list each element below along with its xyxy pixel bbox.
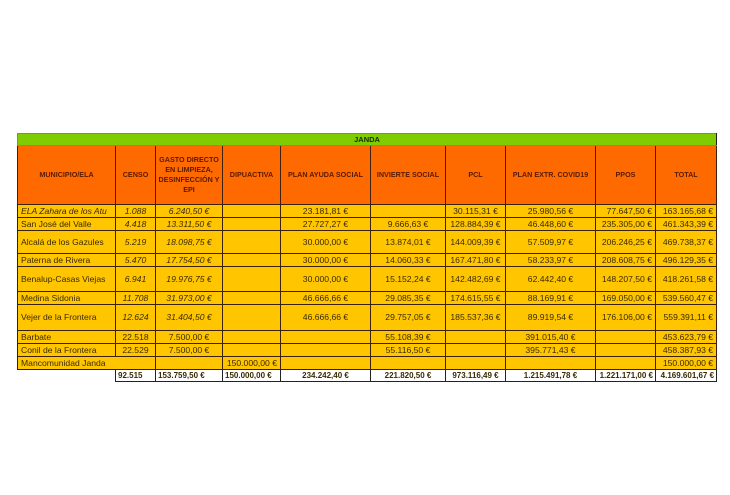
cell-pcl: [446, 331, 506, 344]
table-row: [18, 292, 717, 305]
cell-ppos: 148.207,50 €: [596, 267, 656, 292]
cell-ppos: 77.647,50 €: [596, 205, 656, 218]
cell-invierte: 14.060,33 €: [371, 254, 446, 267]
cell-dipuactiva: [223, 218, 281, 231]
cell-total: 163.165,68 €: [656, 205, 717, 218]
cell-total: 150.000,00 €: [656, 357, 717, 370]
cell-total: 453.623,79 €: [656, 331, 717, 344]
cell-invierte: [371, 205, 446, 218]
cell-plan-ayuda: 46.666,66 €: [281, 305, 371, 331]
cell-municipio: Mancomunidad Janda: [18, 357, 156, 370]
col-header-covid: PLAN EXTR. COVID19: [506, 146, 596, 205]
cell-covid: 46.448,60 €: [506, 218, 596, 231]
cell-covid: 25.980,56 €: [506, 205, 596, 218]
cell-plan-ayuda: 23.181,81 €: [281, 205, 371, 218]
total-dipuactiva: 150.000,00 €: [223, 370, 281, 382]
cell-ppos: [596, 331, 656, 344]
col-header-total: TOTAL: [656, 146, 717, 205]
cell-municipio: Conil de la Frontera: [18, 344, 116, 357]
cell-municipio: Vejer de la Frontera: [18, 305, 116, 331]
cell-dipuactiva: [223, 331, 281, 344]
cell-covid: 57.509,97 €: [506, 231, 596, 254]
col-header-ppos: PPOS: [596, 146, 656, 205]
col-header-censo: CENSO: [116, 146, 156, 205]
cell-total: 469.738,37 €: [656, 231, 717, 254]
cell-pcl: 144.009,39 €: [446, 231, 506, 254]
cell-plan-ayuda: 30.000,00 €: [281, 231, 371, 254]
cell-covid: 58.233,97 €: [506, 254, 596, 267]
col-header-gasto: GASTO DIRECTO EN LIMPIEZA, DESINFECCIÓN Y EPI: [156, 146, 223, 205]
cell-gasto: 19.976,75 €: [156, 267, 223, 292]
cell-plan-ayuda: 27.727,27 €: [281, 218, 371, 231]
table-row: [18, 205, 717, 218]
total-total: 4.169.601,67 €: [656, 370, 717, 382]
total-pcl: 973.116,49 €: [446, 370, 506, 382]
cell-censo: 22.529: [116, 344, 156, 357]
table-row: [18, 344, 717, 357]
total-censo: 92.515: [116, 370, 156, 382]
cell-invierte: 9.666,63 €: [371, 218, 446, 231]
cell-municipio: San José del Valle: [18, 218, 116, 231]
cell-gasto: 13.311,50 €: [156, 218, 223, 231]
cell-invierte: 29.757,05 €: [371, 305, 446, 331]
cell-censo: 12.624: [116, 305, 156, 331]
total-gasto: 153.759,50 €: [156, 370, 223, 382]
table-row: [18, 267, 717, 292]
cell-gasto: 31.973,00 €: [156, 292, 223, 305]
col-header-plan-ayuda: PLAN AYUDA SOCIAL: [281, 146, 371, 205]
table-title-row: [18, 134, 717, 146]
cell-censo: 4.418: [116, 218, 156, 231]
cell-plan-ayuda: 30.000,00 €: [281, 267, 371, 292]
cell-gasto: 7.500,00 €: [156, 344, 223, 357]
cell-dipuactiva: [223, 344, 281, 357]
cell-invierte: 29.085,35 €: [371, 292, 446, 305]
cell-municipio: Alcalá de los Gazules: [18, 231, 116, 254]
cell-plan-ayuda: [281, 331, 371, 344]
cell-censo: 6.941: [116, 267, 156, 292]
cell-dipuactiva: [223, 292, 281, 305]
cell-invierte: 13.874,01 €: [371, 231, 446, 254]
cell-dipuactiva: [223, 254, 281, 267]
cell-pcl: 174.615,55 €: [446, 292, 506, 305]
cell-invierte: 15.152,24 €: [371, 267, 446, 292]
table-row: [18, 218, 717, 231]
cell-pcl: [446, 357, 506, 370]
cell-gasto: 6.240,50 €: [156, 205, 223, 218]
cell-gasto: 7.500,00 €: [156, 331, 223, 344]
cell-covid: 62.442,40 €: [506, 267, 596, 292]
cell-gasto: 31.404,50 €: [156, 305, 223, 331]
cell-covid: 391.015,40 €: [506, 331, 596, 344]
janda-funding-table: [17, 133, 717, 382]
total-plan-ayuda: 234.242,40 €: [281, 370, 371, 382]
cell-invierte: 55.108,39 €: [371, 331, 446, 344]
cell-municipio: Medina Sidonia: [18, 292, 116, 305]
cell-plan-ayuda: [281, 344, 371, 357]
cell-municipio: Barbate: [18, 331, 116, 344]
cell-municipio: ELA Zahara de los Atu: [18, 205, 116, 218]
total-covid: 1.215.491,78 €: [506, 370, 596, 382]
table-title: JANDA: [18, 134, 717, 146]
col-header-invierte: INVIERTE SOCIAL: [371, 146, 446, 205]
cell-total: 458.387,93 €: [656, 344, 717, 357]
cell-ppos: 208.608,75 €: [596, 254, 656, 267]
header-row: [18, 146, 717, 205]
cell-invierte: [371, 357, 446, 370]
cell-ppos: 206.246,25 €: [596, 231, 656, 254]
table-row: [18, 357, 717, 370]
cell-pcl: 128.884,39 €: [446, 218, 506, 231]
cell-pcl: 185.537,36 €: [446, 305, 506, 331]
col-header-pcl: PCL: [446, 146, 506, 205]
cell-censo: 11.708: [116, 292, 156, 305]
cell-invierte: 55.116,50 €: [371, 344, 446, 357]
cell-total: 461.343,39 €: [656, 218, 717, 231]
total-invierte: 221.820,50 €: [371, 370, 446, 382]
table-row: [18, 305, 717, 331]
cell-covid: [506, 357, 596, 370]
cell-covid: 395.771,43 €: [506, 344, 596, 357]
total-ppos: 1.221.171,00 €: [596, 370, 656, 382]
totals-row: [18, 370, 717, 382]
cell-dipuactiva: [223, 305, 281, 331]
cell-dipuactiva: [223, 231, 281, 254]
cell-ppos: 235.305,00 €: [596, 218, 656, 231]
cell-ppos: 176.106,00 €: [596, 305, 656, 331]
cell-ppos: [596, 344, 656, 357]
cell-censo: 1.088: [116, 205, 156, 218]
cell-dipuactiva: [223, 267, 281, 292]
col-header-dipuactiva: DIPUACTIVA: [223, 146, 281, 205]
cell-ppos: [596, 357, 656, 370]
cell-pcl: 30.115,31 €: [446, 205, 506, 218]
cell-total: 559.391,11 €: [656, 305, 717, 331]
cell-plan-ayuda: 46.666,66 €: [281, 292, 371, 305]
totals-label-cell: [18, 370, 116, 382]
cell-total: 496.129,35 €: [656, 254, 717, 267]
janda-table-sheet: [17, 133, 716, 382]
cell-municipio: Benalup-Casas Viejas: [18, 267, 116, 292]
cell-dipuactiva: 150.000,00 €: [223, 357, 281, 370]
cell-pcl: 142.482,69 €: [446, 267, 506, 292]
cell-gasto: 17.754,50 €: [156, 254, 223, 267]
cell-plan-ayuda: 30.000,00 €: [281, 254, 371, 267]
cell-censo: 22.518: [116, 331, 156, 344]
cell-total: 539.560,47 €: [656, 292, 717, 305]
cell-ppos: 169.050,00 €: [596, 292, 656, 305]
table-row: [18, 254, 717, 267]
table-row: [18, 231, 717, 254]
cell-gasto: 18.098,75 €: [156, 231, 223, 254]
cell-censo: 5.470: [116, 254, 156, 267]
cell-pcl: [446, 344, 506, 357]
cell-gasto: [156, 357, 223, 370]
cell-dipuactiva: [223, 205, 281, 218]
table-row: [18, 331, 717, 344]
cell-covid: 89.919,54 €: [506, 305, 596, 331]
col-header-municipio: MUNICIPIO/ELA: [18, 146, 116, 205]
cell-municipio: Paterna de Rivera: [18, 254, 116, 267]
cell-censo: 5.219: [116, 231, 156, 254]
cell-pcl: 167.471,80 €: [446, 254, 506, 267]
cell-plan-ayuda: [281, 357, 371, 370]
cell-covid: 88.169,91 €: [506, 292, 596, 305]
cell-total: 418.261,58 €: [656, 267, 717, 292]
